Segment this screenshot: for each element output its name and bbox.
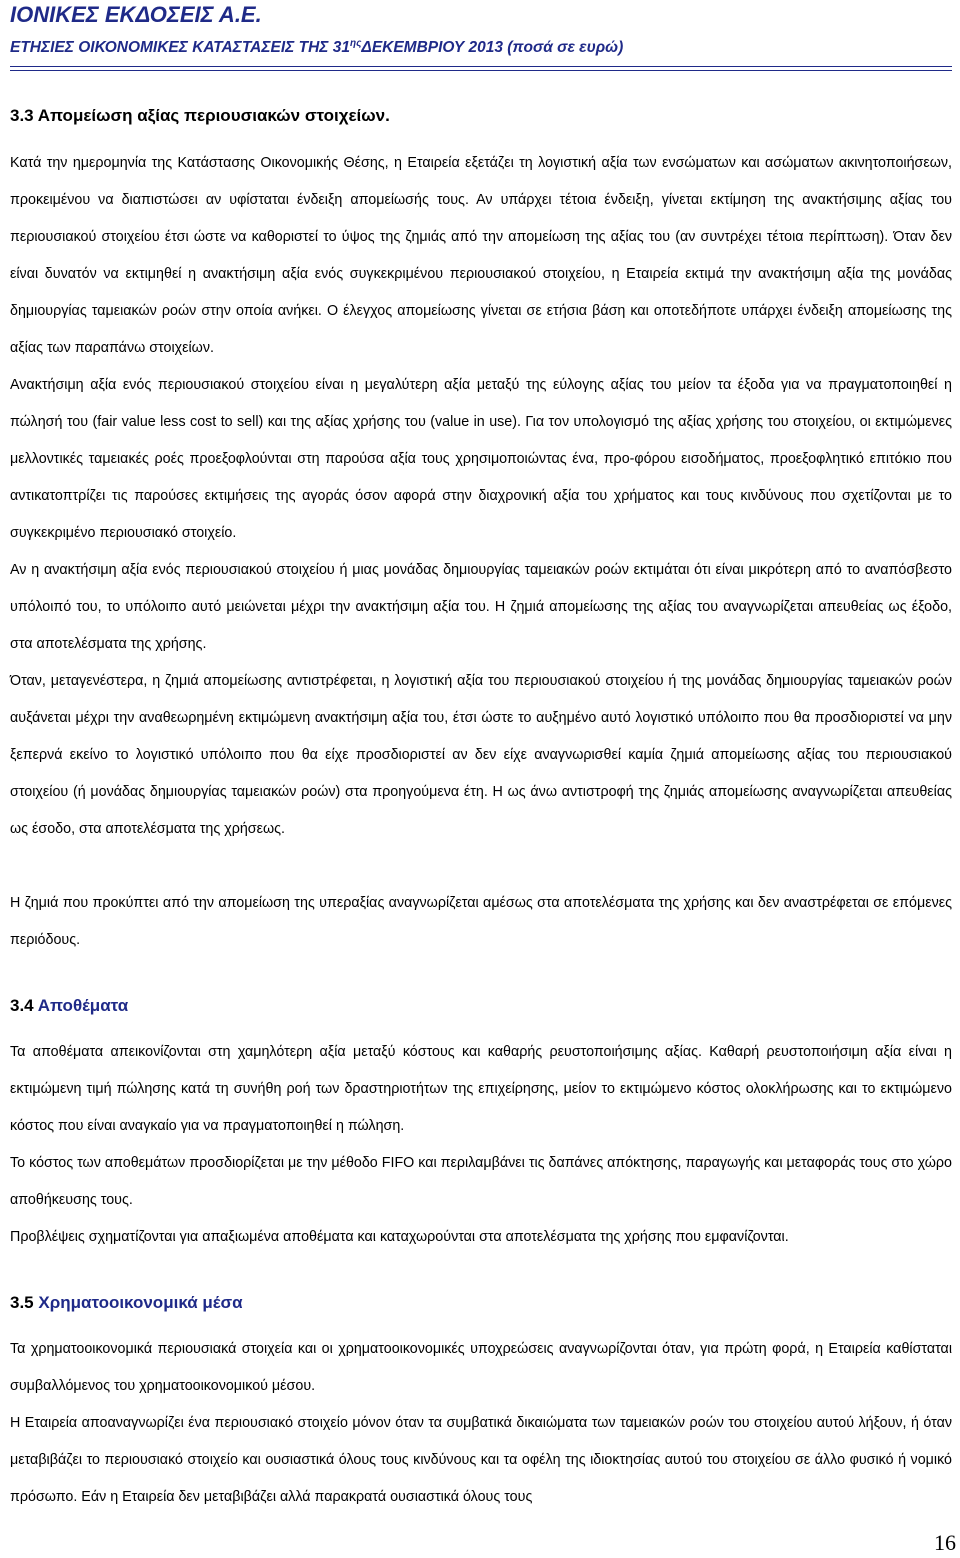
subtitle-text-rest: ΔΕΚΕΜΒΡΙΟΥ 2013 (ποσά σε ευρώ) bbox=[361, 39, 624, 57]
report-subtitle bbox=[10, 38, 623, 57]
subtitle-text: ΕΤΗΣΙΕΣ ΟΙΚΟΝΟΜΙΚΕΣ ΚΑΤΑΣΤΑΣΕΙΣ ΤΗΣ 31 bbox=[10, 39, 350, 57]
paragraph: Τα αποθέματα απεικονίζονται στη χαμηλότερη αξία μεταξύ κόστους και καθαρής ρευστοποιήσιμης αξίας. Καθαρή ρευστοποιήσιμη αξία είναι η εκτιμώμενη τιμή πώλησης κατά τη συνήθη ροή των δραστηριοτήτων της επιχείρησης, μείον το εκτιμώμενο κόστος ολοκλήρωσης και το εκτιμώμενο κόστος που είναι αναγκαίο για να πραγματοποιηθεί η πώληση. bbox=[10, 1044, 952, 1134]
paragraph: Η ζημιά που προκύπτει από την απομείωση της υπεραξίας αναγνωρίζεται αμέσως στα αποτελέσματα της χρήσης και δεν αναστρέφεται σε επόμενες περιόδους. bbox=[10, 895, 952, 948]
section-title: Αποθέματα bbox=[37, 996, 129, 1015]
company-name: ΙΟΝΙΚΕΣ ΕΚΔΟΣΕΙΣ Α.Ε. bbox=[10, 2, 262, 27]
section-title: Χρηματοοικονομικά μέσα bbox=[38, 1293, 243, 1312]
section-number: 3.4 bbox=[10, 996, 38, 1015]
section-number: 3.5 bbox=[10, 1293, 39, 1312]
subtitle-superscript: ης bbox=[349, 38, 362, 49]
page-number: 16 bbox=[934, 1530, 956, 1555]
paragraph: Κατά την ημερομηνία της Κατάστασης Οικονομικής Θέσης, η Εταιρεία εξετάζει τη λογιστική αξία των ενσώματων και ασώματων ακινητοποιήσεων, προκειμένου να διαπιστώσει αν υφίσταται ένδειξη απομείωσής τους. Αν υπάρχει τέτοια ένδειξη, γίνεται εκτίμηση της ανακτήσιμης αξίας του περιουσιακού στοιχείου έτσι ώστε να καθοριστεί το ύψος της ζημιάς από την απομείωση της αξίας του (αν συντρέχει τέτοια περίπτωση). Όταν δεν είναι δυνατόν να εκτιμηθεί η ανακτήσιμη αξία ενός συγκεκριμένου περιουσιακού στοιχείου, η Εταιρεία εκτιμά την ανακτήσιμη αξία της μονάδας δημιουργίας ταμειακών ροών στην οποία ανήκει. Ο έλεγχος απομείωσης γίνεται σε ετήσια βάση και οποτεδήποτε υπάρχει ένδειξη απομείωσης της αξίας των παραπάνω στοιχείων. bbox=[10, 155, 952, 356]
paragraph: Το κόστος των αποθεμάτων προσδιορίζεται με την μέθοδο FIFO και περιλαμβάνει τις δαπάνες απόκτησης, παραγωγής και μεταφοράς τους στο χώρο αποθήκευσης τους. bbox=[10, 1155, 952, 1208]
header-rule bbox=[10, 66, 952, 67]
section-title: Απομείωση αξίας περιουσιακών στοιχείων. bbox=[37, 106, 390, 125]
paragraph: Όταν, μεταγενέστερα, η ζημιά απομείωσης αντιστρέφεται, η λογιστική αξία του περιουσιακού στοιχείου ή της μονάδας δημιουργίας ταμειακών ροών αυξάνεται μέχρι την αναθεωρημένη εκτιμώμενη ανακτήσιμη αξία του, έτσι ώστε το αυξημένο αυτό λογιστικό υπόλοιπο που θα προσδιοριστεί να μην ξεπερνά εκείνο το λογιστικό υπόλοιπο που θα είχε προσδιοριστεί αν δεν είχε αναγνωρισθεί καμία ζημιά απομείωσης αξίας του περιουσιακού στοιχείου (ή μονάδας δημιουργίας ταμειακών ροών) στα προηγούμενα έτη. Η ως άνω αντιστροφή της ζημιάς απομείωσης αναγνωρίζεται απευθείας ως έσοδο, στα αποτελέσματα της χρήσεως. bbox=[10, 673, 952, 837]
header-rule-second bbox=[10, 70, 952, 71]
paragraph: Η Εταιρεία αποαναγνωρίζει ένα περιουσιακό στοιχείο μόνον όταν τα συμβατικά δικαιώματα των ταμειακών ροών του στοιχείου αυτού λήξουν, ή όταν μεταβιβάζει το περιουσιακό στοιχείο και ουσιαστικά όλους τους κινδύνους και τα οφέλη της ιδιοκτησίας αυτού του στοιχείου σε άλλο φυσικό ή νομικό πρόσωπο. Εάν η Εταιρεία δεν μεταβιβάζει αλλά παρακρατά ουσιαστικά όλους τους bbox=[10, 1415, 952, 1505]
section-heading-3-4 bbox=[10, 996, 128, 1016]
paragraph: Προβλέψεις σχηματίζονται για απαξιωμένα αποθέματα και καταχωρούνται στα αποτελέσματα της χρήσης που εμφανίζονται. bbox=[10, 1229, 789, 1245]
section-number: 3.3 bbox=[10, 106, 38, 125]
paragraph: Αν η ανακτήσιμη αξία ενός περιουσιακού στοιχείου ή μιας μονάδας δημιουργίας ταμειακών ροών εκτιμάται ότι είναι μικρότερη από το αναπόσβεστο υπόλοιπό του, το υπόλοιπο αυτό μειώνεται μέχρι την ανακτήσιμη αξία του. Η ζημιά απομείωσης της αξίας του αναγνωρίζεται απευθείας ως έξοδο, στα αποτελέσματα της χρήσης. bbox=[10, 562, 952, 652]
section-heading-3-5 bbox=[10, 1293, 243, 1313]
paragraph: Ανακτήσιμη αξία ενός περιουσιακού στοιχείου είναι η μεγαλύτερη αξία μεταξύ της εύλογης αξίας του μείον τα έξοδα για να πραγματοποιηθεί η πώλησή του (fair value less cost to sell) και της αξίας χρήσης του (value in use). Για τον υπολογισμό της αξίας χρήσης του στοιχείου, οι εκτιμώμενες μελλοντικές ταμειακές ροές προεξοφλούνται στη παρούσα αξία τους χρησιμοποιώντας ένα, προ-φόρου εισοδήματος, προεξοφλητικό επιτόκιο που αντικατοπτρίζει τις παρούσες εκτιμήσεις της αγοράς όσον αφορά στην διαχρονική αξία του χρήματος και τους κινδύνους που σχετίζονται με το συγκεκριμένο περιουσιακό στοιχείο. bbox=[10, 377, 952, 541]
section-heading-3-3 bbox=[10, 106, 390, 126]
paragraph: Τα χρηματοοικονομικά περιουσιακά στοιχεία και οι χρηματοοικονομικές υποχρεώσεις αναγνωρίζονται όταν, για πρώτη φορά, η Εταιρεία καθίσταται συμβαλλόμενος του χρηματοοικονομικού μέσου. bbox=[10, 1341, 952, 1394]
